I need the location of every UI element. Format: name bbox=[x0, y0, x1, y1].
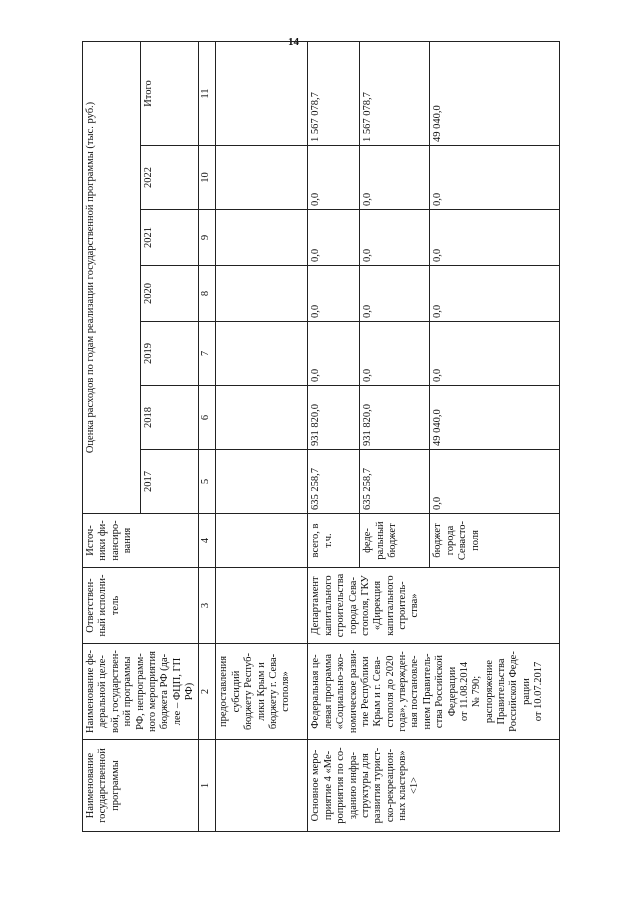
amount-cell: 0,0 bbox=[360, 266, 430, 322]
header-funding-source: Источ- ники фи- нансиро- вания bbox=[83, 514, 199, 568]
column-number: 8 bbox=[199, 266, 216, 322]
total-cell: 49 040,0 bbox=[430, 41, 560, 145]
funding-source: феде- ральный бюджет bbox=[360, 514, 430, 568]
cell bbox=[216, 450, 308, 514]
cell bbox=[216, 266, 308, 322]
amount-cell: 0,0 bbox=[430, 146, 560, 210]
funding-source: всего, в т.ч. bbox=[308, 514, 360, 568]
header-total: Итого bbox=[141, 41, 199, 145]
header-federal-program: Наименование фе- деральной целе- вой, государствен- ной программы РФ, непрограмм- ного мероприятия бюджета РФ (да- лее – ФЦП, ГП РФ) bbox=[83, 644, 199, 740]
table-row bbox=[308, 41, 360, 831]
column-number-row bbox=[199, 41, 216, 831]
amount-cell: 0,0 bbox=[308, 210, 360, 266]
main-activity-name: Основное меро- приятие 4 «Ме- роприятия по со- зданию инфра- структуры для развития турист- ско-рекреацион- ных кластеров» <1> bbox=[308, 740, 560, 832]
amount-cell: 0,0 bbox=[430, 266, 560, 322]
header-row-1 bbox=[83, 41, 141, 831]
responsible-executor: Департамент капитального строительства города Сева- стополя, ГКУ «Дирекция капитального строитель- ства» bbox=[308, 568, 560, 644]
header-year: 2019 bbox=[141, 322, 199, 386]
header-program-name: Наименование государственной программы bbox=[83, 740, 199, 832]
column-number: 6 bbox=[199, 386, 216, 450]
header-expense-estimate: Оценка расходов по годам реализации государственной программы (тыс. руб.) bbox=[83, 41, 141, 513]
amount-cell: 49 040,0 bbox=[430, 386, 560, 450]
amount-cell: 635 258,7 bbox=[360, 450, 430, 514]
amount-cell: 0,0 bbox=[430, 450, 560, 514]
header-year: 2021 bbox=[141, 210, 199, 266]
header-year: 2018 bbox=[141, 386, 199, 450]
header-year: 2017 bbox=[141, 450, 199, 514]
column-number: 5 bbox=[199, 450, 216, 514]
federal-program-name: Федеральная це- левая программа «Социально-эко- номическое разви- тие Республики Крым и г. Сева- стополя до 2020 года», утвержден- ная постановле- нием Правитель- ства Российской Федерации от 11.08.2014 № 790; распоряжение Правительства Российской Феде- рации от 10.07.2017 bbox=[308, 644, 560, 740]
column-number: 4 bbox=[199, 514, 216, 568]
cell bbox=[216, 41, 308, 145]
cell bbox=[216, 386, 308, 450]
cell bbox=[216, 514, 308, 568]
amount-cell: 931 820,0 bbox=[360, 386, 430, 450]
amount-cell: 0,0 bbox=[308, 266, 360, 322]
amount-cell: 0,0 bbox=[430, 210, 560, 266]
column-number: 2 bbox=[199, 644, 216, 740]
header-year: 2022 bbox=[141, 146, 199, 210]
budget-table bbox=[82, 41, 560, 832]
total-cell: 1 567 078,7 bbox=[308, 41, 360, 145]
column-number: 1 bbox=[199, 740, 216, 832]
amount-cell: 931 820,0 bbox=[308, 386, 360, 450]
cell bbox=[216, 322, 308, 386]
column-number: 10 bbox=[199, 146, 216, 210]
continued-subsidy-text: предоставления субсидий бюджету Респуб- лики Крым и бюджету г. Сева- стополя» bbox=[216, 644, 308, 740]
column-number: 9 bbox=[199, 210, 216, 266]
amount-cell: 0,0 bbox=[308, 146, 360, 210]
column-number: 3 bbox=[199, 568, 216, 644]
column-number: 11 bbox=[199, 41, 216, 145]
budget-table-rotated bbox=[82, 42, 552, 832]
column-number: 7 bbox=[199, 322, 216, 386]
cell bbox=[216, 568, 308, 644]
amount-cell: 0,0 bbox=[360, 210, 430, 266]
cell bbox=[216, 146, 308, 210]
header-year: 2020 bbox=[141, 266, 199, 322]
amount-cell: 0,0 bbox=[430, 322, 560, 386]
funding-source: бюджет города Севасто- поля bbox=[430, 514, 560, 568]
cell bbox=[216, 210, 308, 266]
total-cell: 1 567 078,7 bbox=[360, 41, 430, 145]
amount-cell: 0,0 bbox=[308, 322, 360, 386]
cell bbox=[216, 740, 308, 832]
amount-cell: 635 258,7 bbox=[308, 450, 360, 514]
continuation-row bbox=[216, 41, 308, 831]
page-number: 14 bbox=[288, 36, 299, 48]
header-responsible: Ответствен- ный исполни- тель bbox=[83, 568, 199, 644]
amount-cell: 0,0 bbox=[360, 322, 430, 386]
amount-cell: 0,0 bbox=[360, 146, 430, 210]
